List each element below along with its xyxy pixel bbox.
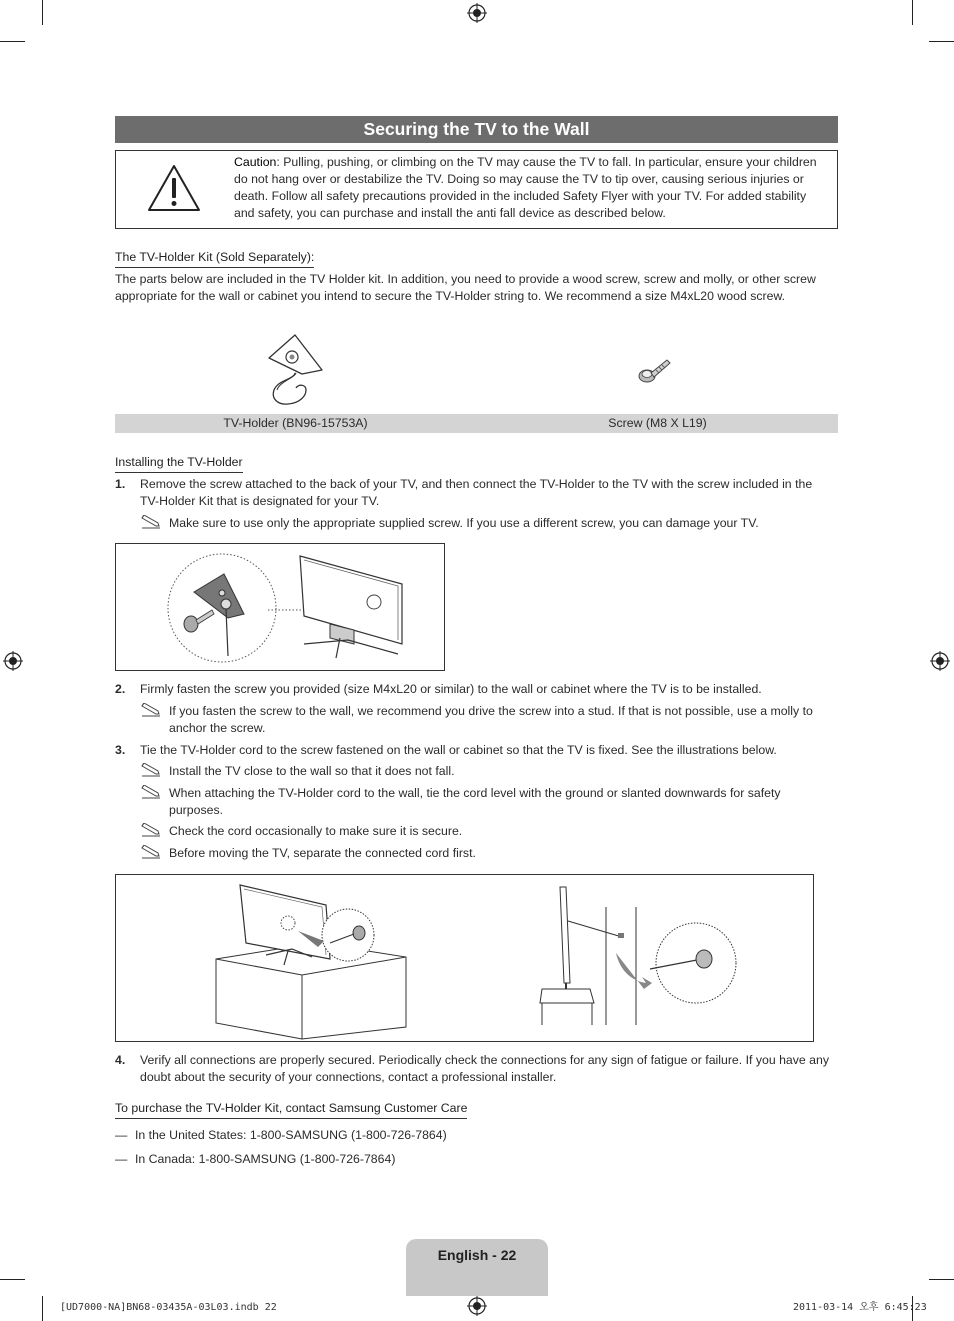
crop-mark [0, 1279, 25, 1280]
crop-mark [42, 0, 43, 25]
part-label-tv-holder: TV-Holder (BN96-15753A) [223, 416, 368, 430]
figure-attach-holder [115, 543, 445, 671]
crop-mark [929, 1279, 954, 1280]
attach-holder-illustration [116, 544, 444, 670]
note-text: If you fasten the screw to the wall, we recommend you drive the screw into a stud. If that is not possible, use a molly to anchor the screw. [169, 704, 813, 735]
crop-mark [912, 0, 913, 25]
note-pencil-icon [140, 763, 162, 777]
page-number-tab [406, 1239, 548, 1296]
caution-box [115, 150, 838, 229]
step-text: Remove the screw attached to the back of your TV, and then connect the TV-Holder to the TV with the screw included in the TV-Holder Kit that is designated for your TV. [140, 477, 813, 508]
list-bullet: — [115, 1152, 128, 1166]
kit-description: The parts below are included in the TV Holder kit. In addition, you need to provide a wood screw, screw and molly, or other screw appropriate for the wall or cabinet you intend to secure the TV-Holder string to. We recommend a size M4xL20 wood screw. [115, 272, 816, 303]
step-number: 1. [115, 477, 126, 491]
footer-file: [UD7000-NA]BN68-03435A-03L03.indb 22 [60, 1302, 277, 1313]
screw-illustration [636, 356, 672, 386]
registration-mark-icon [3, 651, 23, 671]
note-text: Before moving the TV, separate the connected cord first. [169, 846, 476, 860]
figure-tie-cord [115, 874, 814, 1042]
caution-label: Caution [234, 155, 277, 169]
step-text: Verify all connections are properly secured. Periodically check the connections for any sign of fatigue or failure. If you have any doubt about the security of your connections, contact a professional installer. [140, 1053, 830, 1084]
warning-icon [146, 163, 202, 213]
note-text: Check the cord occasionally to make sure it is secure. [169, 824, 463, 838]
purchase-heading: To purchase the TV-Holder Kit, contact Samsung Customer Care [115, 1100, 467, 1119]
kit-heading: The TV-Holder Kit (Sold Separately): [115, 249, 314, 268]
crop-mark [0, 41, 25, 42]
note-pencil-icon [140, 703, 162, 717]
tie-cord-illustration [116, 875, 813, 1041]
note-text: When attaching the TV-Holder cord to the wall, tie the cord level with the ground or slanted downwards for safety purposes. [169, 786, 781, 817]
page-number: English - 22 [437, 1247, 517, 1263]
page-title: Securing the TV to the Wall [115, 116, 838, 143]
note-pencil-icon [140, 515, 162, 529]
note-text: Install the TV close to the wall so that it does not fall. [169, 764, 455, 778]
note-pencil-icon [140, 823, 162, 837]
footer-timestamp: 2011-03-14 오후 6:45:23 [793, 1302, 927, 1313]
install-heading: Installing the TV-Holder [115, 454, 243, 473]
list-bullet: — [115, 1128, 128, 1142]
registration-mark-icon [467, 3, 487, 23]
note-pencil-icon [140, 785, 162, 799]
step-text: Tie the TV-Holder cord to the screw fastened on the wall or cabinet so that the TV is fixed. See the illustrations below. [140, 743, 777, 757]
note-pencil-icon [140, 845, 162, 859]
part-label-screw: Screw (M8 X L19) [608, 416, 707, 430]
step-text: Firmly fasten the screw you provided (size M4xL20 or similar) to the wall or cabinet where the TV is to be installed. [140, 682, 762, 696]
contact-canada: In Canada: 1-800-SAMSUNG (1-800-726-7864) [135, 1152, 396, 1166]
tv-holder-illustration [262, 332, 328, 408]
registration-mark-icon [467, 1296, 487, 1316]
step-number: 3. [115, 743, 126, 757]
step-number: 4. [115, 1053, 126, 1067]
registration-mark-icon [930, 651, 950, 671]
step-number: 2. [115, 682, 126, 696]
contact-us: In the United States: 1-800-SAMSUNG (1-800-726-7864) [135, 1128, 447, 1142]
caution-body: : Pulling, pushing, or climbing on the TV may cause the TV to fall. In particular, ensure your children do not hang over or destabilize the TV. Doing so may cause the TV to tip over, causing serious injuries or death. Follow all safety precautions provided in the included Safety Flyer with your TV. For added stability and safety, you can purchase and install the anti fall device as described below. [234, 155, 817, 220]
parts-label-bar [115, 414, 838, 433]
caution-text [234, 154, 826, 222]
crop-mark [42, 1296, 43, 1321]
note-text: Make sure to use only the appropriate supplied screw. If you use a different screw, you can damage your TV. [169, 516, 759, 530]
crop-mark [929, 41, 954, 42]
